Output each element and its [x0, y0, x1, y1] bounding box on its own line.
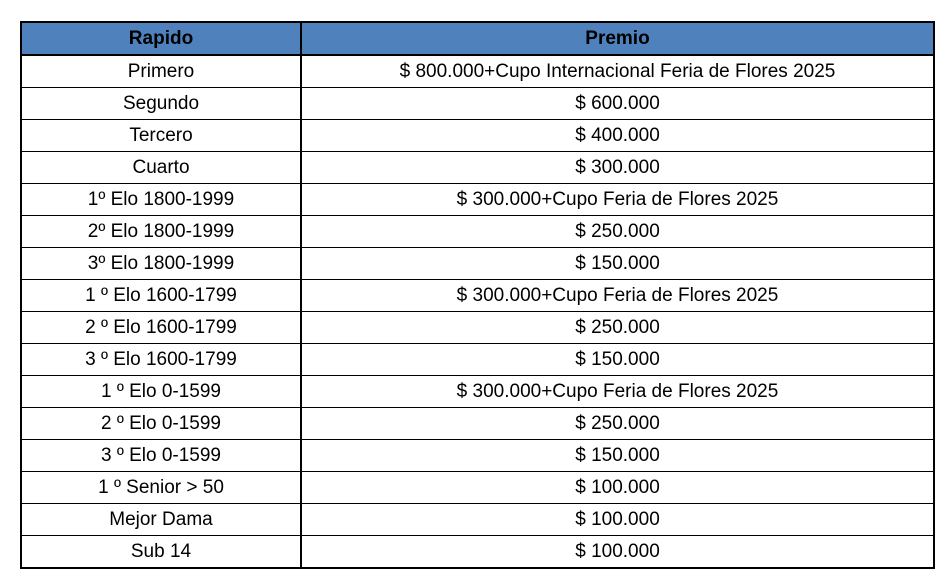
category-cell: 3 º Elo 1600-1799 [21, 344, 301, 376]
category-cell: Mejor Dama [21, 504, 301, 536]
prize-cell: $ 250.000 [301, 312, 934, 344]
table-row [21, 55, 934, 88]
prize-cell: $ 600.000 [301, 88, 934, 120]
table-row [21, 152, 934, 184]
table-row [21, 184, 934, 216]
prize-cell: $ 300.000+Cupo Feria de Flores 2025 [301, 376, 934, 408]
category-cell: 2 º Elo 0-1599 [21, 408, 301, 440]
table-row [21, 120, 934, 152]
prize-cell: $ 300.000+Cupo Feria de Flores 2025 [301, 184, 934, 216]
category-cell: 3 º Elo 0-1599 [21, 440, 301, 472]
category-cell: 1º Elo 1800-1999 [21, 184, 301, 216]
category-cell: Cuarto [21, 152, 301, 184]
table-row [21, 344, 934, 376]
header-premio: Premio [301, 22, 934, 55]
table-row [21, 216, 934, 248]
table-row [21, 440, 934, 472]
category-cell: Tercero [21, 120, 301, 152]
prize-cell: $ 150.000 [301, 248, 934, 280]
prize-table [20, 21, 935, 569]
table-row [21, 504, 934, 536]
prize-cell: $ 100.000 [301, 472, 934, 504]
category-cell: 1 º Elo 1600-1799 [21, 280, 301, 312]
table-row [21, 312, 934, 344]
category-cell: 3º Elo 1800-1999 [21, 248, 301, 280]
prize-cell: $ 250.000 [301, 408, 934, 440]
category-cell: 2 º Elo 1600-1799 [21, 312, 301, 344]
category-cell: 2º Elo 1800-1999 [21, 216, 301, 248]
table-row [21, 472, 934, 504]
table-row [21, 280, 934, 312]
prize-cell: $ 150.000 [301, 440, 934, 472]
prize-cell: $ 800.000+Cupo Internacional Feria de Flores 2025 [301, 55, 934, 88]
category-cell: Sub 14 [21, 536, 301, 569]
category-cell: Primero [21, 55, 301, 88]
table-row [21, 88, 934, 120]
prize-cell: $ 400.000 [301, 120, 934, 152]
table-row [21, 408, 934, 440]
category-cell: Segundo [21, 88, 301, 120]
prize-cell: $ 150.000 [301, 344, 934, 376]
header-rapido: Rapido [21, 22, 301, 55]
table-row [21, 248, 934, 280]
prize-cell: $ 300.000 [301, 152, 934, 184]
table-row [21, 536, 934, 569]
table-row [21, 376, 934, 408]
category-cell: 1 º Elo 0-1599 [21, 376, 301, 408]
header-row [21, 22, 934, 55]
category-cell: 1 º Senior > 50 [21, 472, 301, 504]
prize-cell: $ 100.000 [301, 536, 934, 569]
prize-cell: $ 300.000+Cupo Feria de Flores 2025 [301, 280, 934, 312]
prize-cell: $ 250.000 [301, 216, 934, 248]
prize-cell: $ 100.000 [301, 504, 934, 536]
